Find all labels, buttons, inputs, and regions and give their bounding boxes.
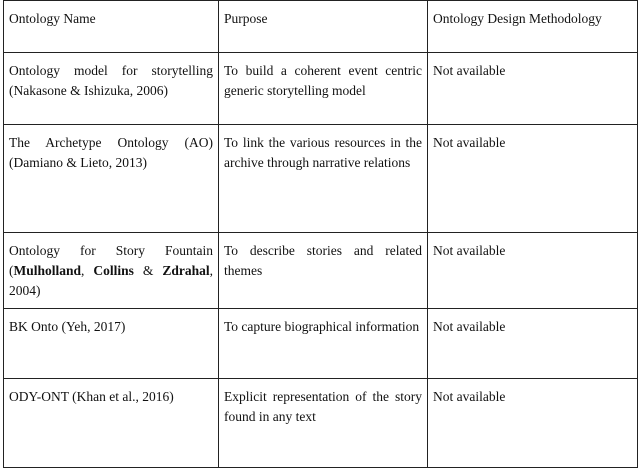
cell-purpose: To build a coherent event centric generic storytelling model xyxy=(219,53,428,125)
cell-methodology: Not available xyxy=(428,125,638,233)
table-row xyxy=(4,125,638,233)
cell-purpose: Explicit representation of the story found in any text xyxy=(219,379,428,468)
table-row xyxy=(4,379,638,468)
cell-purpose: To link the various resources in the archive through narrative relations xyxy=(219,125,428,233)
cell-ontology-name: BK Onto (Yeh, 2017) xyxy=(4,309,219,379)
author-name: Mulholland xyxy=(13,263,82,278)
cell-methodology: Not available xyxy=(428,379,638,468)
cell-ontology-name: The Archetype Ontology (AO) (Damiano & Lieto, 2013) xyxy=(4,125,219,233)
table-row xyxy=(4,53,638,125)
table-row xyxy=(4,309,638,379)
name-text: , 2004) xyxy=(9,263,213,298)
table-row xyxy=(4,233,638,309)
ontology-table xyxy=(3,0,638,468)
cell-ontology-name xyxy=(4,233,219,309)
name-text: , xyxy=(81,263,94,278)
table-header-row xyxy=(4,1,638,53)
author-name: Zdrahal xyxy=(162,263,210,278)
author-name: Collins xyxy=(93,263,134,278)
name-text: Ontology for Story Fountain ( xyxy=(9,243,213,278)
cell-purpose: To describe stories and related themes xyxy=(219,233,428,309)
header-purpose: Purpose xyxy=(219,1,428,53)
cell-purpose: To capture biographical information xyxy=(219,309,428,379)
cell-methodology: Not available xyxy=(428,233,638,309)
cell-ontology-name: Ontology model for storytelling (Nakasone & Ishizuka, 2006) xyxy=(4,53,219,125)
cell-methodology: Not available xyxy=(428,309,638,379)
header-ontology-name: Ontology Name xyxy=(4,1,219,53)
header-methodology: Ontology Design Methodology xyxy=(428,1,638,53)
cell-ontology-name: ODY-ONT (Khan et al., 2016) xyxy=(4,379,219,468)
cell-methodology: Not available xyxy=(428,53,638,125)
name-text: & xyxy=(133,263,163,278)
